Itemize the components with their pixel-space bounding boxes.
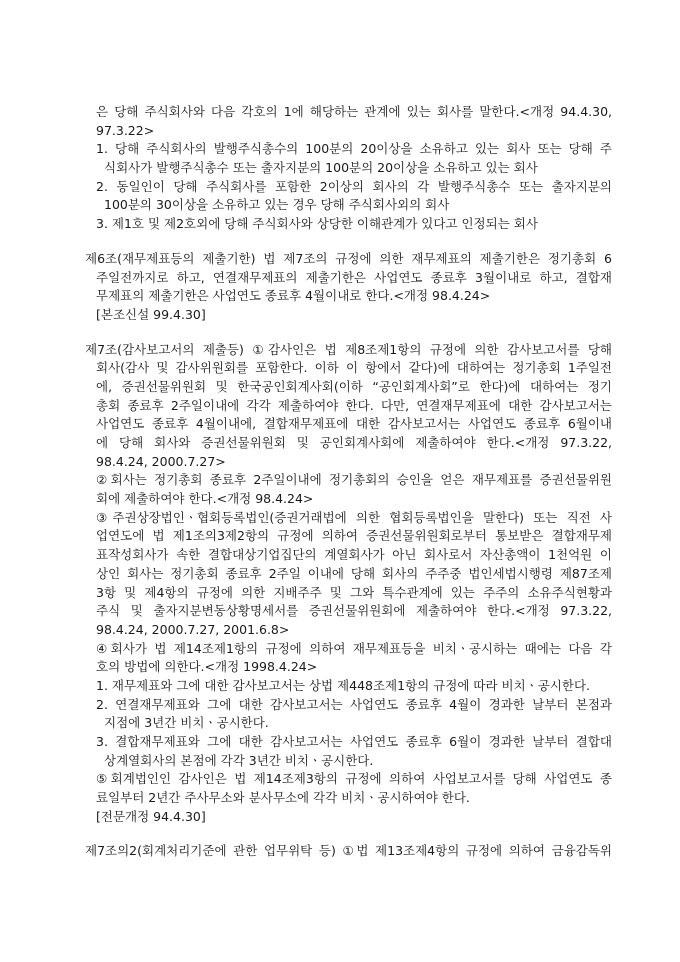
doc-line: 업연도에 법 제1조의3제2항의 규정에 의하여 증권선물위원회로부터 통보받은 결합재무제 — [96, 528, 612, 544]
doc-line-list-item: 2. 연결재무제표와 그에 대한 감사보고서는 사업연도 종료후 4월이 경과한 날부터 본점과 — [96, 696, 612, 712]
doc-line: 무제표의 제출기한은 사업연도 종료후 4월이내로 한다.<개정 98.4.24> — [96, 288, 491, 304]
doc-line-list-item: 1. 당해 주식회사의 발행주식총수의 100분의 20이상을 소유하고 있는 회사 또는 당해 주 — [96, 141, 612, 157]
doc-line-list-item: 1. 재무제표와 그에 대한 감사보고서는 상법 제448조제1항의 규정에 따라 비치ㆍ공시한다. — [96, 677, 591, 693]
doc-line: 지점에 3년간 비치ㆍ공시한다. — [104, 715, 269, 731]
doc-line-note: [전문개정 94.4.30] — [96, 808, 206, 824]
doc-line-clause-3: ③주권상장법인ㆍ협회등록법인(증권거래법에 의한 협회등록법인을 말한다) 또는 직전 사 — [96, 509, 612, 525]
doc-line: 97.3.22> — [96, 122, 155, 138]
doc-line: 회에 제출하여야 한다.<개정 98.4.24> — [96, 491, 314, 507]
doc-line-note: [본조신설 99.4.30] — [96, 306, 206, 322]
doc-line-list-item: 3. 결합재무제표와 그에 대한 감사보고서는 사업연도 종료후 6월이 경과한 날부터 결합대 — [96, 734, 612, 749]
paragraph-gap — [85, 826, 612, 842]
doc-line: 98.4.24, 2000.7.27> — [96, 453, 226, 469]
doc-line: 사업연도 종료후 4월이내에, 결합재무제표에 대한 감사보고서는 사업연도 종료후 6월이내 — [96, 416, 612, 432]
doc-line: 주일전까지로 하고, 연결재무제표의 제출기한은 사업연도 종료후 3월이내로 하고, 결합재 — [96, 269, 612, 285]
article-7-heading-line: 제7조(감사보고서의 제출등) ①감사인은 법 제8조제1항의 규정에 의한 감사보고서를 당해 — [85, 341, 612, 357]
article-7-2-heading-line: 제7조의2(회계처리기준에 관한 업무위탁 등) ①법 제13조제4항의 규정에 의하여 금융감독위 — [85, 843, 612, 859]
doc-line-list-item: 2. 동일인이 당해 주식회사를 포함한 2이상의 회사의 각 발행주식총수 또는 출자지분의 — [96, 178, 612, 194]
paragraph-gap — [85, 325, 612, 341]
doc-line: 회사(감사 및 감사위원회를 포함한다. 이하 이 항에서 같다)에 대하여는 정기총회 1주일전 — [96, 360, 612, 376]
doc-line: 호의 방법에 의한다.<개정 1998.4.24> — [96, 659, 318, 675]
doc-line: 상인 회사는 정기총회 종료후 2주일 이내에 당해 회사의 주주중 법인세법시행령 제87조제 — [96, 565, 612, 581]
doc-line: 상계열회사의 본점에 각각 3년간 비치ㆍ공시한다. — [104, 752, 374, 768]
paragraph-gap — [85, 234, 612, 250]
doc-line: 3항 및 제4항의 규정에 의한 지배주주 및 그와 특수관계에 있는 주주의 소유주식현황과 — [96, 584, 612, 600]
doc-line-clause-5: ⑤회계법인인 감사인은 법 제14조제3항의 규정에 의하여 사업보고서를 당해 사업연도 종 — [96, 771, 612, 787]
doc-line-list-item: 3. 제1호 및 제2호외에 당해 주식회사와 상당한 이해관계가 있다고 인정되는 회사 — [96, 216, 538, 232]
doc-line: 총회 종료후 2주일이내에 각각 제출하여야 한다. 다만, 연결재무제표에 대한 감사보고서는 — [96, 397, 612, 413]
article-6-heading-line: 제6조(재무제표등의 제출기한) 법 제7조의 규정에 의한 재무제표의 제출기한은 정기총회 6 — [85, 250, 612, 266]
doc-line: 98.4.24, 2000.7.27, 2001.6.8> — [96, 621, 290, 637]
doc-line: 에, 증권선물위원회 및 한국공인회계사회(이하 “공인회계사회”로 한다)에 대하여는 정기 — [96, 378, 612, 394]
doc-line: 식회사가 발행주식총수 또는 출자지분의 100분의 20이상을 소유하고 있는 회사 — [104, 160, 538, 176]
doc-line: 은 당해 주식회사와 다음 각호의 1에 해당하는 관계에 있는 회사를 말한다.<개정 94.4.30, — [96, 104, 612, 119]
doc-line: 주식 및 출자지분변동상황명세서를 증권선물위원회에 제출하여야 한다.<개정 97.3.22, — [96, 603, 612, 619]
doc-line: 100분의 30이상을 소유하고 있는 경우 당해 주식회사외의 회사 — [104, 197, 450, 213]
doc-line-clause-2: ②회사는 정기총회 종료후 2주일이내에 정기총회의 승인을 얻은 재무제표를 증권선물위원 — [96, 472, 612, 488]
doc-line: 료일부터 2년간 주사무소와 분사무소에 각각 비치ㆍ공시하여야 한다. — [96, 790, 470, 806]
legal-text-block — [85, 103, 612, 861]
doc-line-clause-4: ④회사가 법 제14조제1항의 규정에 의하여 재무제표등을 비치ㆍ공시하는 때에는 다음 각 — [96, 640, 612, 656]
doc-line: 에 당해 회사와 증권선물위원회 및 공인회계사회에 제출하여야 한다.<개정 97.3.22, — [96, 435, 612, 450]
doc-line: 표작성회사가 속한 결합대상기업집단의 계열회사가 아닌 회사로서 자산총액이 1천억원 이 — [96, 547, 612, 563]
